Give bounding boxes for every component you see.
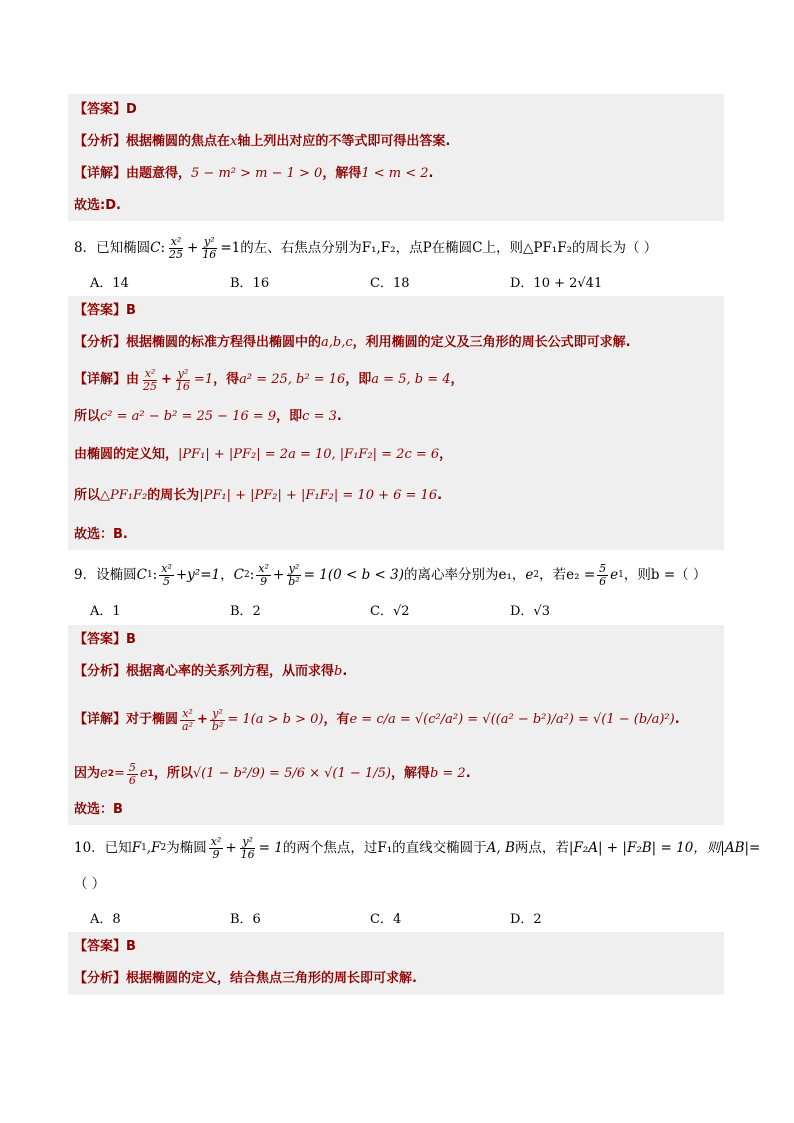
question-10: 10．已知 F 1 ,F 2 为椭圆 $\frac{\text{x²}}{9}$ + $\frac{\text{y²}}{16}$ = 1 的两个焦点，过F₁的直线交椭圆于 A, B 两点，若 |F₂A| + |F₂B| = 10，则|AB|= [74,834,761,861]
q8-conclusion: 故选：B. [74,527,128,542]
q9-answer: 【答案】B [74,632,136,647]
q8-detail: 【详解】由 $\frac{\text{x²}}{25}$ + $\frac{\text{y²}}{16}$ =1 ，得 a² = 25, b² = 16 ，即 a = 5, b = 4 ， [74,366,464,393]
q8-step4: 所以 △PF₁F₂ 的周长为 |PF₁| + |PF₂| + |F₁F₂| = 10 + 6 = 16 . [74,488,443,503]
q10-options [90,908,650,927]
q10-option-b: B．6 [230,912,261,927]
q8-step3: 由椭圆的定义知， |PF₁| + |PF₂| = 2a = 10, |F₁F₂| = 2c = 6 ， [74,447,453,462]
q10-analysis: 【分析】根据椭圆的定义，结合焦点三角形的周长即可求解. [74,971,417,986]
q9-conclusion: 故选：B [74,802,123,817]
q8-option-c: C．18 [370,276,410,291]
solution-block-q7 [68,94,724,221]
q9-step2: 因为 e 2 = $\frac{5}{6}$ e 1 ，所以 √(1 − b²/9) = 5/6 × √(1 − 1/5) ，解得 b = 2 . [74,760,471,787]
q10-paren: （ ） [74,876,106,892]
q9-option-a: A．1 [90,604,121,619]
q9-option-c: C．√2 [370,604,410,619]
q8-step2: 所以 c² = a² − b² = 25 − 16 = 9 ，即 c = 3 . [74,409,342,424]
q8-option-d: D．10 + 2√41 [510,276,603,291]
q7-detail: 【详解】由题意得， 5 − m² > m − 1 > 0 ，解得 1 < m < 2 . [74,166,434,181]
q9-option-b: B．2 [230,604,261,619]
q9-detail: 【详解】对于椭圆 $\frac{\text{x²}}{\text{a²}}$ + $\frac{\text{y²}}{\text{b²}}$ = 1(a > b > 0) ，有 e = c/a = √(c²/a²) = √((a² − b²)/a²) = √(1 − (b/a)²) . [74,706,680,733]
q10-option-a: A．8 [90,912,121,927]
q8-analysis: 【分析】根据椭圆的标准方程得出椭圆中的 a,b,c ，利用椭圆的定义及三角形的周长公式即可求解. [74,335,631,350]
q7-answer: 【答案】D [74,102,137,117]
q9-analysis: 【分析】根据离心率的关系列方程，从而求得 b . [74,664,348,679]
question-9: 9．设椭圆 C 1 : $\frac{\text{x²}}{5}$ +y²=1 ， C 2 : $\frac{\text{x²}}{9}$ + $\frac{\text{y²}}{\text{b²}}$ = 1(0 < b < 3) 的离心率分别为e₁， e 2 ，若e₂ = $\frac{5}{6}$ e 1 ，则b =（ ） [74,561,707,588]
q8-option-b: B．16 [230,276,270,291]
q9-option-d: D．√3 [510,604,550,619]
q10-option-d: D．2 [510,912,542,927]
q8-answer: 【答案】B [74,303,136,318]
q10-answer: 【答案】B [74,939,136,954]
q10-option-c: C．4 [370,912,402,927]
q7-analysis: 【分析】根据椭圆的焦点在 x 轴上列出对应的不等式即可得出答案. [74,134,451,149]
question-8: 8．已知椭圆 C : $\frac{\text{x²}}{25}$ + $\frac{\text{y²}}{16}$ =1 的左、右焦点分别为F₁,F₂，点P在椭圆C上，则△PF₁F₂的周长为（ ） [74,234,658,261]
q9-options [90,600,650,619]
q8-options [90,272,650,291]
q8-option-a: A．14 [90,276,129,291]
q7-conclusion: 故选:D. [74,198,121,213]
